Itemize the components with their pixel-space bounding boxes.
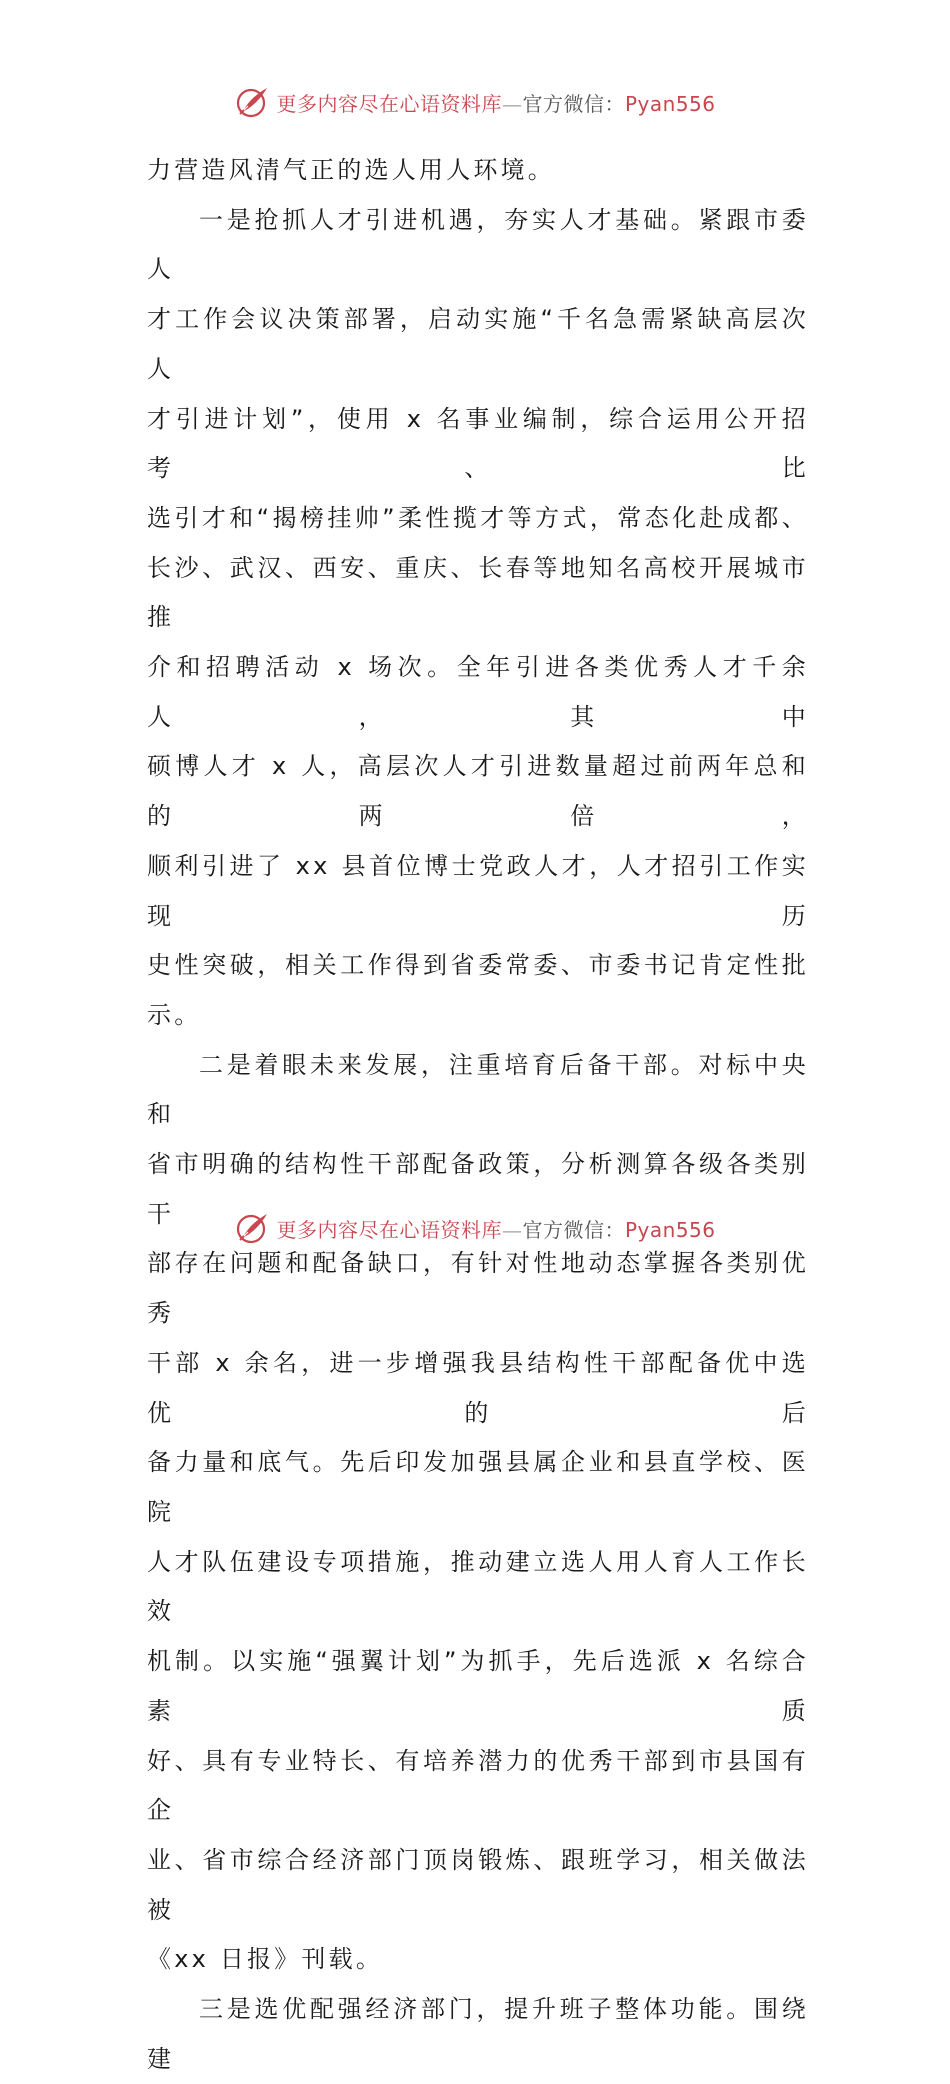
text-line: 省市明确的结构性干部配备政策，分析测算各级各类别干 — [147, 1150, 809, 1228]
text-line: 硕博人才 x 人，高层次人才引进数量超过前两年总和的两倍， — [147, 752, 809, 831]
text-line: 才工作会议决策部署，启动实施“千名急需紧缺高层次人 — [147, 305, 809, 383]
header-banner — [0, 82, 950, 122]
banner-wechat-id: Pyan556 — [624, 91, 716, 116]
banner-official-label: 官方微信： — [522, 1217, 625, 1242]
banner-separator: — — [501, 1217, 523, 1242]
text-line: 好、具有专业特长、有培养潜力的优秀干部到市县国有企 — [147, 1746, 809, 1825]
header-banner-text — [276, 88, 715, 117]
banner-separator: — — [501, 91, 523, 116]
text-line: 部存在问题和配备缺口，有针对性地动态掌握各类别优秀 — [147, 1249, 809, 1328]
footer-banner — [0, 1208, 950, 1248]
text-line: 业、省市综合经济部门顶岗锻炼、跟班学习，相关做法被 — [147, 1845, 809, 1924]
banner-brand: 更多内容尽在心语资料库 — [276, 1217, 502, 1242]
text-line: 三是选优配强经济部门，提升班子整体功能。围绕建 — [147, 1995, 809, 2073]
text-line: 史性突破，相关工作得到省委常委、市委书记肯定性批示。 — [147, 951, 809, 1029]
text-line: 机制。以实施“强翼计划”为抓手，先后选派 x 名综合素质 — [147, 1647, 809, 1725]
text-line: 长沙、武汉、西安、重庆、长春等地知名高校开展城市推 — [147, 553, 809, 632]
document-body — [147, 146, 809, 2084]
text-line: 干部 x 余名，进一步增强我县结构性干部配备优中选优的后 — [147, 1348, 809, 1427]
banner-brand: 更多内容尽在心语资料库 — [276, 91, 502, 116]
text-line: 力营造风清气正的选人用人环境。 — [147, 156, 555, 184]
text-line: 《xx 日报》刊载。 — [147, 1945, 384, 1974]
banner-wechat-id: Pyan556 — [624, 1217, 716, 1242]
banner-official-label: 官方微信： — [522, 91, 625, 116]
text-line: 介和招聘活动 x 场次。全年引进各类优秀人才千余人，其中 — [147, 653, 809, 731]
quill-pen-logo-icon — [234, 1210, 270, 1246]
quill-pen-logo-icon — [234, 84, 270, 120]
text-line: 选引才和“揭榜挂帅”柔性揽才等方式，常态化赴成都、 — [147, 503, 809, 532]
text-line: 人才队伍建设专项措施，推动建立选人用人育人工作长效 — [147, 1547, 809, 1626]
footer-banner-text — [276, 1214, 715, 1243]
text-line: 备力量和底气。先后印发加强县属企业和县直学校、医院 — [147, 1448, 809, 1526]
text-line: 一是抢抓人才引进机遇，夯实人才基础。紧跟市委人 — [147, 205, 809, 284]
text-line: 二是着眼未来发展，注重培育后备干部。对标中央和 — [147, 1050, 809, 1129]
text-line: 顺利引进了 xx 县首位博士党政人才，人才招引工作实现历 — [147, 851, 809, 930]
text-line: 才引进计划”，使用 x 名事业编制，综合运用公开招考、比 — [147, 404, 809, 483]
